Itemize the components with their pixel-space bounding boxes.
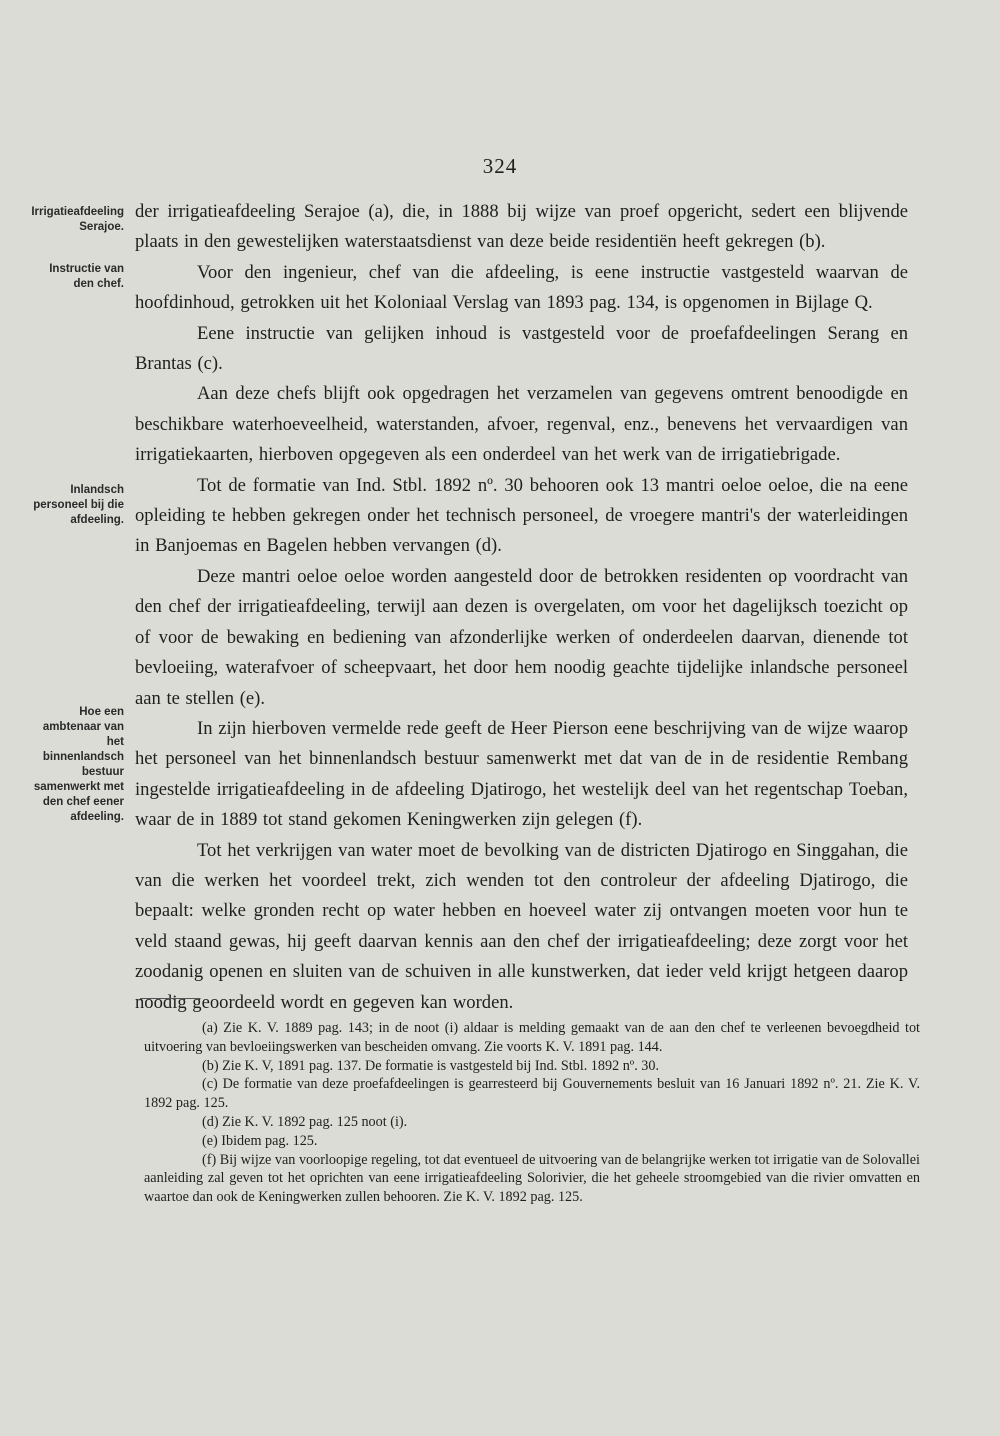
footnote-b: (b) Zie K. V, 1891 pag. 137. De formatie is vastgesteld bij Ind. Stbl. 1892 nº. 30. — [202, 1057, 660, 1074]
body-text — [135, 197, 908, 1018]
margin-note-instructie: Instructie van den chef. — [49, 263, 124, 290]
paragraph-7: In zijn hierboven vermelde rede geeft de Heer Pierson eene beschrijving van de wijze waarop het personeel van het binnenlandsch bestuur samenwerkt met dat van de in de residentie Rembang ingestelde irrigatieafdeeling in de afdeeling Djatirogo, het westelijk deel van het regentschap Toeban, waar de in 1889 tot stand gekomen Keningwerken zijn gelegen (f). — [135, 717, 908, 831]
footnote-e: (e) Ibidem pag. 125. — [202, 1132, 318, 1149]
page-number: 324 — [482, 154, 518, 178]
footnote-a: (a) Zie K. V. 1889 pag. 143; in de noot (i) aldaar is melding gemaakt van de aan den chef te verleenen bevoegdheid tot uitvoering van bevloeiingswerken van bescheiden omvang. Zie voorts K. V. 1891 pag. 144. — [144, 1020, 920, 1055]
margin-note-samenwerking: Hoe een ambtenaar van het binnenlandsch bestuur samenwerkt met den chef eener afdeeling. — [33, 706, 124, 823]
footnote-d: (d) Zie K. V. 1892 pag. 125 noot (i). — [202, 1113, 408, 1130]
paragraph-6: Deze mantri oeloe oeloe worden aangesteld door de betrokken residenten op voordracht van den chef der irrigatieafdeeling, terwijl aan dezen is overgelaten, om voor het dagelijksch toezicht op of voor de bewaking en bediening van afzonderlijke werken of onderdeelen daarvan, dienende tot bevloeiing, waterafvoer of scheepvaart, het door hem noodig geachte tijdelijke inlandsche personeel aan te stellen (e). — [135, 565, 908, 709]
paragraph-2: Voor den ingenieur, chef van die afdeeling, is eene instructie vastgesteld waarvan de hoofdinhoud, getrokken uit het Koloniaal Verslag van 1893 pag. 134, is opgenomen in Bijlage Q. — [135, 261, 908, 314]
paragraph-3: Eene instructie van gelijken inhoud is vastgesteld voor de proefafdeelingen Serang en Brantas (c). — [135, 322, 908, 375]
margin-note-inlandsch-personeel: Inlandsch personeel bij die afdeeling. — [33, 484, 124, 526]
footnote-c: (c) De formatie van deze proefafdeelingen is gearresteerd bij Gouvernements besluit van 16 Januari 1892 nº. 21. Zie K. V. 1892 pag. 125. — [144, 1076, 920, 1112]
margin-note-irrigatieafdeeling: Irrigatieafdeeling Serajoe. — [31, 206, 124, 233]
footnote-f: (f) Bij wijze van voorloopige regeling, tot dat eventueel de uitvoering van de belangrijke werken tot irrigatie van de Solovallei aanleiding zal geven tot het oprichten van eene irrigatieafdeeling Solorivier, die het geheele stroomgebied van die rivier omvatten en waartoe dan ook de Keningwerken zullen behooren. Zie K. V. 1892 pag. 125. — [144, 1151, 920, 1206]
footnotes — [144, 1019, 920, 1207]
paragraph-1: der irrigatieafdeeling Serajoe (a), die, in 1888 bij wijze van proef opgericht, sedert een blijvende plaats in den gewestelijken waterstaatsdienst van deze beide residentiën heeft gekregen (b). — [135, 201, 908, 253]
paragraph-4: Aan deze chefs blijft ook opgedragen het verzamelen van gegevens omtrent benoodigde en beschikbare waterhoeveelheid, waterstanden, afvoer, regenval, enz., benevens het vervaardigen van irrigatiekaarten, hierboven opgegeven als een onderdeel van het werk van de irrigatiebrigade. — [135, 383, 908, 466]
paragraph-8: Tot het verkrijgen van water moet de bevolking van de districten Djatirogo en Singgahan, die van die werken het voordeel trekt, zich wenden tot den controleur der afdeeling Djatirogo, die bepaalt: welke gronden recht op water hebben en hoeveel water zij ontvangen moeten voor hun te veld staand gewas, hij geeft daarvan kennis aan den chef der irrigatieafdeeling; deze zorgt voor het zoodanig openen en sluiten van de schuiven in alle kunstwerken, dat ieder veld krijgt hetgeen daarop noodig geoordeeld wordt en gegeven kan worden. — [135, 839, 908, 1013]
footnote-separator — [140, 998, 200, 999]
paragraph-5: Tot de formatie van Ind. Stbl. 1892 nº. 30 behooren ook 13 mantri oeloe oeloe, die na eene opleiding te hebben gekregen onder het technisch personeel, de vroegere mantri's der waterleidingen in Banjoemas en Bagelen hebben vervangen (d). — [135, 474, 908, 557]
